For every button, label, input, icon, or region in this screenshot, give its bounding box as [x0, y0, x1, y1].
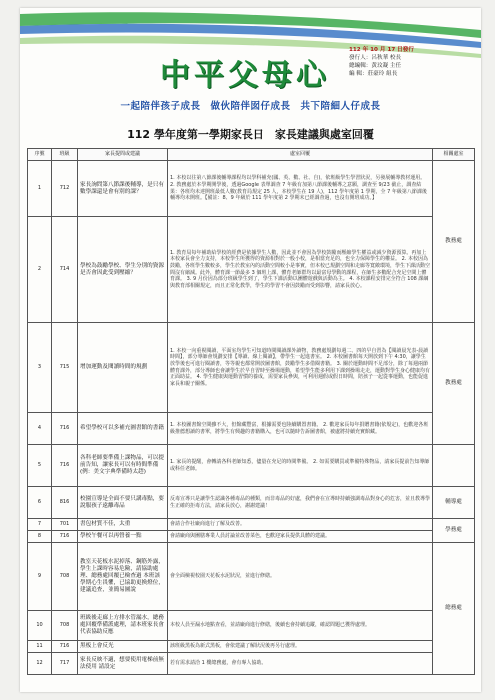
- newsletter-header: [20, 8, 481, 128]
- suggestions-table: [27, 148, 475, 675]
- row-department: 教務處: [433, 323, 475, 445]
- row-number: 6: [28, 487, 52, 519]
- row-response: 若有需求請洽 1 樓總務處，會有專人協助。: [168, 653, 433, 675]
- row-issue: 家長詢問第八節課後輔導，是只有數學課還是會有別的課？: [78, 161, 168, 217]
- header-department: 相關處室: [433, 149, 475, 161]
- newsletter-slogan: 一起陪伴孩子成長 做伙陪伴囡仔成長 共下陪細人仔成長: [120, 101, 381, 112]
- table-row: [28, 413, 475, 445]
- header-no: 序號: [28, 149, 52, 161]
- header-class: 班級: [52, 149, 78, 161]
- table-row: [28, 445, 475, 487]
- row-class: 816: [52, 487, 78, 519]
- row-number: 8: [28, 531, 52, 543]
- table-row: [28, 217, 475, 323]
- row-issue: 學校午餐可以再營養一點: [78, 531, 168, 543]
- table-row: [28, 543, 475, 611]
- row-issue: 班級後走廊上方排水管漏水，總務處回覆準備派處理，請本班家長會代表協助反應: [78, 611, 168, 641]
- row-class: 715: [52, 323, 78, 413]
- row-response: 1. 本校以往第八節課後輔導課程均以學科補充(國、英、數、社、自)，依班級學生學習狀況，另發展輔導教材運用。 2. 教務處於本學期開學後，透過Google 表單調查 7 年級有加第八節課後輔導之意願，調查至 9/23 截止，調查結果：各班均未達開班最低人數(教育局規定 25 人，本校學生在 19 人)，112 學年度第 1 學期，全 7 年級第八節課後輔導均未開班。【備註：8、9 年級於 111 學年度第 2 學期末已經調查過，也沒有開班成功。】: [168, 161, 433, 217]
- row-number: 10: [28, 611, 52, 641]
- row-issue: 家長反映不適，想要使用電梯前無法使用 請設定: [78, 653, 168, 675]
- table-header-row: [28, 149, 475, 161]
- row-department: 總務處: [433, 543, 475, 675]
- row-class: 716: [52, 413, 78, 445]
- row-class: 716: [52, 445, 78, 487]
- row-issue: 各科老師要準備上課物品，可以提前告知，讓家長可以有時間準備(例：美文字典準備時太趕): [78, 445, 168, 487]
- table-row: [28, 653, 475, 675]
- row-department: 教務處: [433, 161, 475, 323]
- row-class: 701: [52, 519, 78, 531]
- row-number: 9: [28, 543, 52, 611]
- issue-date: 112 年 10 月 17 日發行: [349, 47, 414, 53]
- row-number: 2: [28, 217, 52, 323]
- row-number: 1: [28, 161, 52, 217]
- row-number: 5: [28, 445, 52, 487]
- row-class: 716: [52, 531, 78, 543]
- row-response: 會全面檢視校園天花板水泥狀況，並進行修繕。: [168, 543, 433, 611]
- row-class: 708: [52, 611, 78, 641]
- row-class: 708: [52, 543, 78, 611]
- row-response: 1. 本校一向重視閱讀，平面室均學生可知道時間閱讀課外讀物，教務處規劃每週二、四的早自習為【閱讀晨光表-晨讀時間】，部分導師會規劃安排【導讀、線上閱讀】，帶學生一起進書室。 2. 本校圖書館每天開放到下午 4:30，讓學生放學後也可進行閱讀書，等等親也都常開放圖書館，鼓勵學生多借閱書籍。 3. 關於運動時間不足部分，除了每週兩節體育課外，部分導師也會讓學生於早自習時至操場運動，希望學生能多利用下課到操場走走，運動對學生身心健康均有正面助益。 4. 學生健康與運動習慣的養成，需要家長參與，可利用週假或假日時間，陪孩子一起從事運動，也能促進家長和親子關係。: [168, 323, 433, 413]
- editor-line: 編 輯：莊豪玲 組長: [349, 71, 398, 77]
- row-number: 4: [28, 413, 52, 445]
- table-row: [28, 487, 475, 519]
- row-number: 11: [28, 641, 52, 653]
- row-class: 712: [52, 161, 78, 217]
- row-class: 716: [52, 641, 78, 653]
- row-response: 1. 家長的提醒，會轉請各科老師知悉，儘量在充足的時間準備。 2. 如需要購買或準備特殊物品，請家長提前告知導師或科任老師。: [168, 445, 433, 487]
- row-response: 反毒宣導只是讓學生認識各種毒品的種類，而非毒品的好處，我們會在宣導時持續強調毒品對身心的危害，並且教導學生正確的拒毒方法，請家長放心，謝謝建議！: [168, 487, 433, 519]
- document-title: 112 學年度第一學期家長日 家長建議與處室回覆: [127, 128, 374, 141]
- chief-editor-line: 總編輯：黃玟凝 主任: [349, 63, 402, 69]
- row-class: 717: [52, 653, 78, 675]
- row-department: 學務處: [433, 519, 475, 543]
- row-number: 12: [28, 653, 52, 675]
- row-issue: 希望學校可以多補充圖書館的書籍: [78, 413, 168, 445]
- row-issue: 學校為鼓勵學校、學生分別的資源是否會因此受到壓縮？: [78, 217, 168, 323]
- table-row: [28, 611, 475, 641]
- row-issue: 黑板上會反光: [78, 641, 168, 653]
- row-issue: 校園宣導是全面不要只講毒點，要說服孩子遠離毒品: [78, 487, 168, 519]
- row-response: 該班級黑板為新式黑板，會依建議了解狀況後再另行處理。: [168, 641, 433, 653]
- table-row: [28, 323, 475, 413]
- row-issue: 教室天花板水泥掉落、鋼筋外露，學生上課時容易危險，請協助處理、總務處回覆已檢查過 本班該學期心生畏懼，已協助更換燈位，建議追查，並簡易圖說: [78, 543, 168, 611]
- publisher-info: [349, 46, 469, 78]
- row-response: 本校人員至漏水地點查看，並請廠商進行修繕，後續也會持續追蹤，確認問題已獲得處理。: [168, 611, 433, 641]
- row-class: 714: [52, 217, 78, 323]
- row-response: 會請合作社廠商進行了解及改善。: [168, 519, 433, 531]
- newsletter-masthead: 中平父母心: [160, 58, 330, 93]
- row-issue: 增加運動及閱讀時間的規劃: [78, 323, 168, 413]
- table-row: [28, 641, 475, 653]
- row-number: 7: [28, 519, 52, 531]
- row-issue: 書包材質不佳，太重: [78, 519, 168, 531]
- row-department: 輔導處: [433, 487, 475, 519]
- row-response: 1. 本校圖書館空間雖不大，但館藏豐富，根據需要也陸續購置書籍。 2. 歡迎家長每年捐贈書籍(依規定)，也歡迎各班級推薦想讀的書單，將學生有興趣的書籍購入，也可以隨時告訴圖書館，被處將持續充實館藏。: [168, 413, 433, 445]
- row-number: 3: [28, 323, 52, 413]
- table-row: [28, 531, 475, 543]
- newsletter-page: [20, 8, 481, 692]
- publisher-line: 發行人：呂秋華 校長: [349, 55, 402, 61]
- table-row: [28, 161, 475, 217]
- row-response: 1. 教育局每年補助給學校的經費是依據學生人數，因此並不會因為學校鼓勵而壓縮學生權益或減少資源預算。再加上本校家長會全力支持，本校學生所獲得的資源相對於一般小校，是相當充足的，也全力保障學生的權益。 2. 本校因為鼓勵，各班學生數較多，學生於教室內的活動空間較小是事實，但本校已規劃空間和走廊等寬敞環境，學生下課活動空間沒有縮減。此外，體育課一節最多 3 個班上課，體育老師群均以最富母學動的課程，在師生多數配合充足空間上體育課。 3. 9 月份因為部分班級學生到了，學生下課活動以團體遊戲與活動為主。 4. 本校課程安排完全符合 108 課綱與教育部相關規定，而且正常化教學，學生的學習不會因鼓勵而受到影響，請家長放心。: [168, 217, 433, 323]
- row-response: 會請廠商與團膳專業人員討論並改善菜色，也歡迎家長提供具體的建議。: [168, 531, 433, 543]
- row-department: [433, 445, 475, 487]
- table-row: [28, 519, 475, 531]
- header-issue: 家長提問或建議: [78, 149, 168, 161]
- header-response: 處室回覆: [168, 149, 433, 161]
